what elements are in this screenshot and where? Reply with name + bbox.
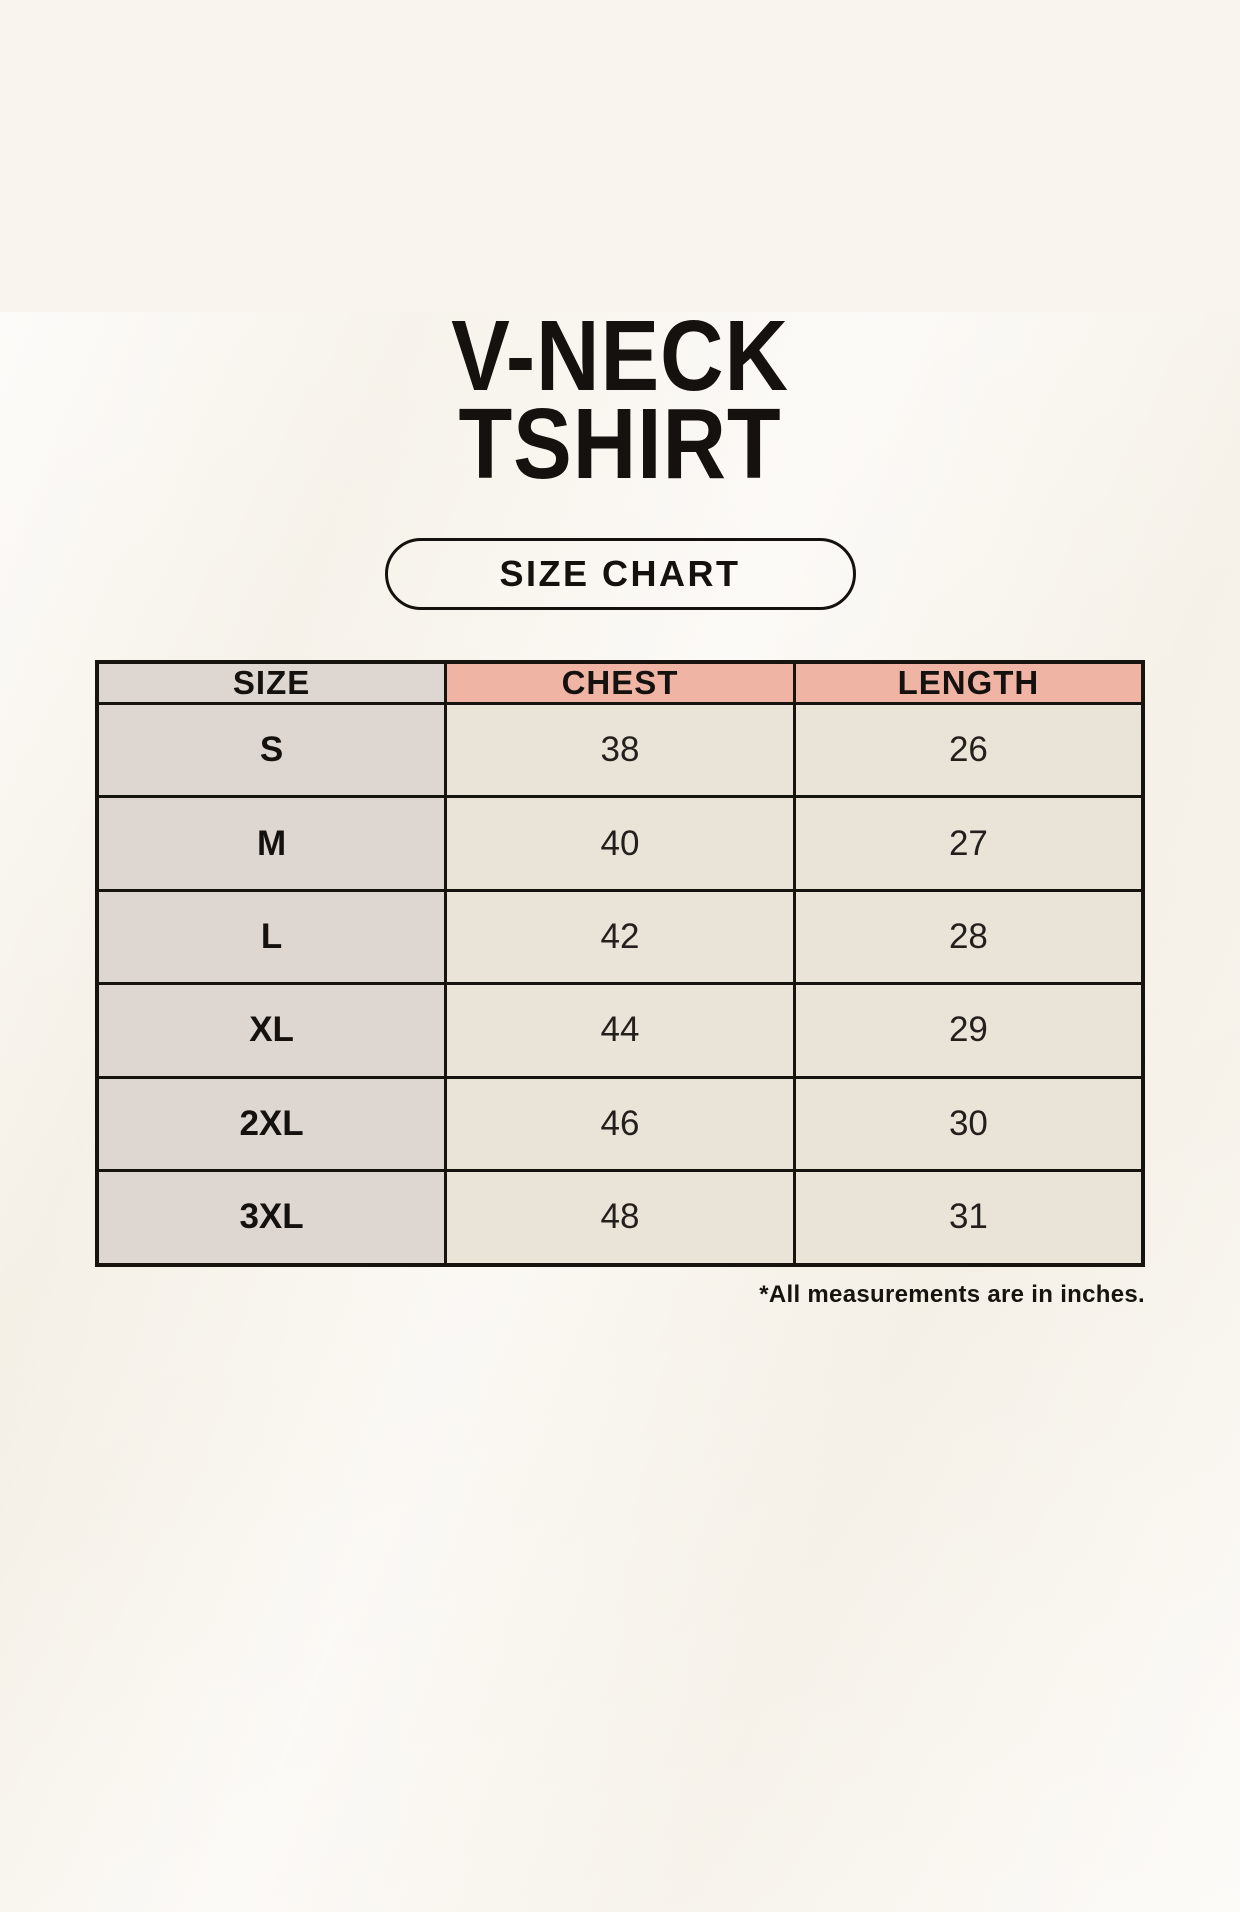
table-row xyxy=(97,1170,1143,1265)
chest-value-cell: 38 xyxy=(446,704,795,797)
table-header-row xyxy=(97,662,1143,704)
table-row xyxy=(97,797,1143,890)
size-label-cell: 2XL xyxy=(97,1077,446,1170)
table-row xyxy=(97,704,1143,797)
size-label-cell: XL xyxy=(97,984,446,1077)
chest-value-cell: 44 xyxy=(446,984,795,1077)
product-title xyxy=(74,300,1165,500)
size-label-cell: 3XL xyxy=(97,1170,446,1265)
column-header-size: SIZE xyxy=(97,662,446,704)
length-value-cell: 29 xyxy=(794,984,1143,1077)
table-row xyxy=(97,1077,1143,1170)
length-value-cell: 30 xyxy=(794,1077,1143,1170)
column-header-length: LENGTH xyxy=(794,662,1143,704)
size-chart-badge xyxy=(385,538,856,610)
size-label-cell: L xyxy=(97,890,446,983)
chest-value-cell: 46 xyxy=(446,1077,795,1170)
size-chart-graphic xyxy=(0,300,1240,1912)
size-chart-badge-label: SIZE CHART xyxy=(499,553,741,594)
table-row xyxy=(97,984,1143,1077)
measurements-footnote: *All measurements are in inches. xyxy=(759,1281,1145,1308)
length-value-cell: 26 xyxy=(794,704,1143,797)
table-row xyxy=(97,890,1143,983)
product-title-line1: V-NECK xyxy=(451,300,789,412)
chest-value-cell: 48 xyxy=(446,1170,795,1265)
length-value-cell: 28 xyxy=(794,890,1143,983)
length-value-cell: 27 xyxy=(794,797,1143,890)
product-title-line2: TSHIRT xyxy=(458,388,782,500)
size-label-cell: M xyxy=(97,797,446,890)
length-value-cell: 31 xyxy=(794,1170,1143,1265)
chest-value-cell: 40 xyxy=(446,797,795,890)
size-label-cell: S xyxy=(97,704,446,797)
column-header-chest: CHEST xyxy=(446,662,795,704)
chest-value-cell: 42 xyxy=(446,890,795,983)
size-chart-table xyxy=(95,660,1145,1267)
